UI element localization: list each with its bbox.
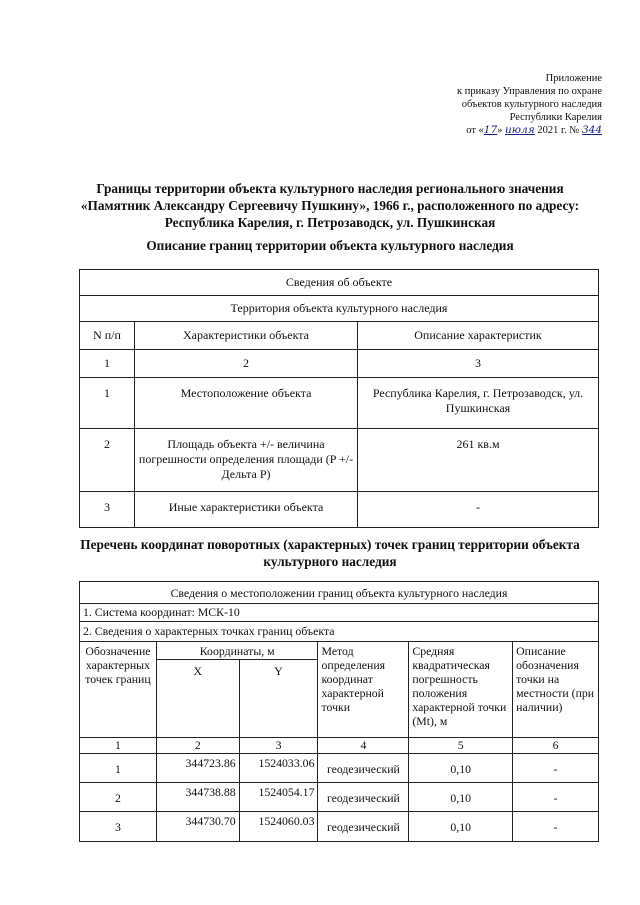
date-number: 344: [581, 124, 602, 136]
table-row: [80, 429, 599, 492]
date-year: 2021 г. №: [537, 125, 580, 136]
table-row: [80, 812, 599, 842]
point-id: 3: [80, 812, 157, 842]
appendix-line: объектов культурного наследия: [461, 99, 602, 110]
point-x: 344738.88: [156, 783, 239, 812]
appendix-line: Приложение: [545, 73, 602, 84]
point-description: -: [513, 812, 599, 842]
table1-col-characteristic: Характеристики объекта: [135, 322, 358, 350]
table2-colnum: 3: [239, 738, 318, 754]
points-info: 2. Сведения о характерных точках границ объекта: [80, 622, 599, 642]
table-row: [80, 378, 599, 429]
table2-header: Сведения о местоположении границ объекта культурного наследия: [80, 582, 599, 604]
appendix-line: к приказу Управления по охране: [457, 86, 602, 97]
date-day: 17: [483, 124, 498, 136]
col-error: Средняя квадратическая погрешность положения характерной точки (Mt), м: [409, 642, 513, 738]
point-y: 1524060.03: [239, 812, 318, 842]
point-method: геодезический: [318, 754, 409, 783]
table2-colnum: 1: [80, 738, 157, 754]
col-y: Y: [239, 660, 318, 738]
point-id: 2: [80, 783, 157, 812]
table1-colnum: 1: [80, 350, 135, 378]
col-point-designation: Обозначение характерных точек границ: [80, 642, 157, 738]
point-description: -: [513, 754, 599, 783]
appendix-date: [372, 124, 602, 137]
point-id: 1: [80, 754, 157, 783]
section2-title: Перечень координат поворотных (характерных) точек границ территории объекта культурного наследия: [80, 537, 580, 569]
table2-colnum: 6: [513, 738, 599, 754]
point-y: 1524033.06: [239, 754, 318, 783]
table1-col-description: Описание характеристик: [358, 322, 599, 350]
point-x: 344730.70: [156, 812, 239, 842]
row-number: 3: [80, 492, 135, 528]
point-error: 0,10: [409, 783, 513, 812]
col-description: Описание обозначения точки на местности (при наличии): [513, 642, 599, 738]
table-row: [80, 783, 599, 812]
col-method: Метод определения координат характерной точки: [318, 642, 409, 738]
row-value: 261 кв.м: [358, 429, 599, 492]
table-row: [80, 492, 599, 528]
point-description: -: [513, 783, 599, 812]
point-method: геодезический: [318, 812, 409, 842]
col-x: X: [156, 660, 239, 738]
coordinates-table: [79, 581, 599, 842]
appendix-block: [372, 72, 602, 137]
table1-colnum: 2: [135, 350, 358, 378]
point-y: 1524054.17: [239, 783, 318, 812]
row-number: 1: [80, 378, 135, 429]
point-x: 344723.86: [156, 754, 239, 783]
point-error: 0,10: [409, 812, 513, 842]
coordinate-system: 1. Система координат: МСК-10: [80, 604, 599, 622]
point-error: 0,10: [409, 754, 513, 783]
table1-subheader: Территория объекта культурного наследия: [80, 296, 599, 322]
date-prefix: от «: [466, 125, 484, 136]
row-value: Республика Карелия, г. Петрозаводск, ул. Пушкинская: [358, 378, 599, 429]
table2-colnum: 2: [156, 738, 239, 754]
table1-header: Сведения об объекте: [80, 270, 599, 296]
section1-title: Описание границ территории объекта культурного наследия: [146, 238, 514, 253]
row-number: 2: [80, 429, 135, 492]
table1-colnum: 3: [358, 350, 599, 378]
col-coordinates: Координаты, м: [156, 642, 318, 660]
document-title: Границы территории объекта культурного наследия регионального значения «Памятник Александру Сергеевичу Пушкину», 1966 г., расположенного по адресу: Республика Карелия, г. Петрозаводск, ул. Пушкинская: [80, 181, 580, 230]
object-info-table: [79, 269, 599, 528]
date-mid: »: [497, 125, 503, 136]
table1-col-number: N п/п: [80, 322, 135, 350]
point-method: геодезический: [318, 783, 409, 812]
table2-colnum: 4: [318, 738, 409, 754]
row-characteristic: Иные характеристики объекта: [135, 492, 358, 528]
row-characteristic: Местоположение объекта: [135, 378, 358, 429]
date-month: июля: [505, 124, 535, 136]
row-value: -: [358, 492, 599, 528]
table2-colnum: 5: [409, 738, 513, 754]
table-row: [80, 754, 599, 783]
row-characteristic: Площадь объекта +/- величина погрешности определения площади (P +/- Дельта P): [135, 429, 358, 492]
appendix-line: Республики Карелия: [509, 112, 602, 123]
